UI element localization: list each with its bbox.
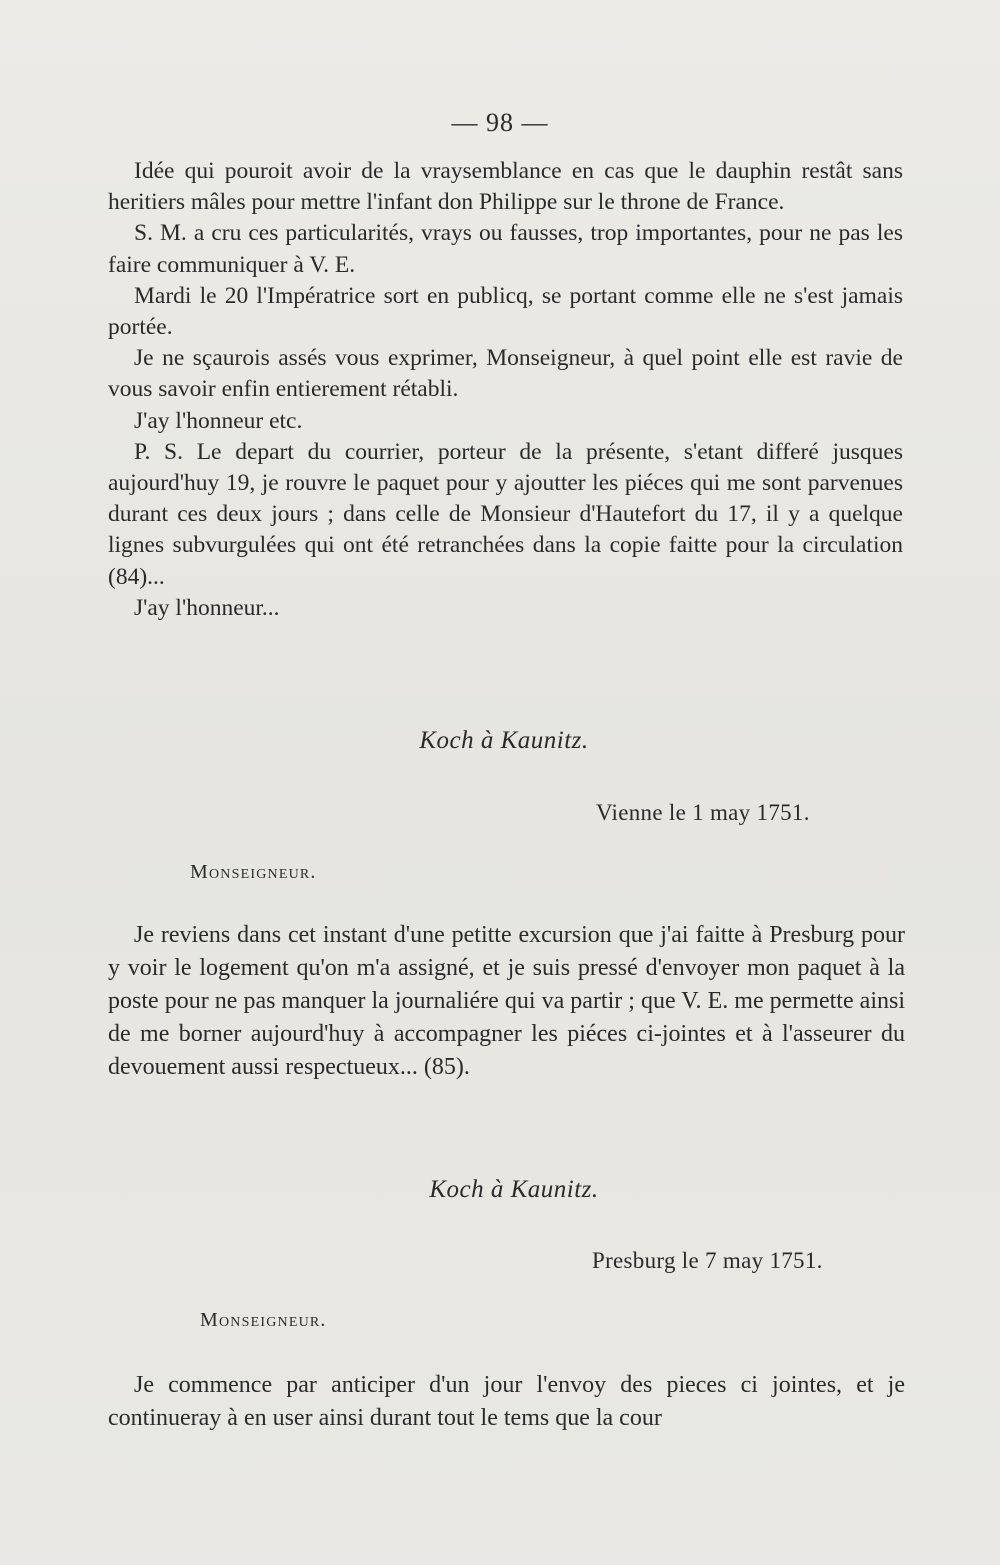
salutation: Monseigneur. bbox=[200, 1309, 327, 1331]
paragraph: Idée qui pouroit avoir de la vraysemblance en cas que le dauphin restât sans heritiers mâles pour mettre l'infant don Philippe sur le throne de France. bbox=[108, 158, 903, 216]
letter-heading: Koch à Kaunitz. bbox=[429, 1176, 599, 1203]
paragraph: Mardi le 20 l'Impératrice sort en publicq, se portant comme elle ne s'est jamais portée. bbox=[108, 282, 903, 341]
paragraph: Je reviens dans cet instant d'une petitte excursion que j'ai faitte à Presburg pour y voir le logement qu'on m'a assigné, et je suis pressé d'envoyer mon paquet à la poste pour ne pas manquer la journaliére qui va partir ; que V. E. me permette ainsi de me borner aujourd'huy à accompagner les piéces ci-jointes et à l'asseurer du devouement aussi respectueux... (85). bbox=[108, 922, 905, 1080]
letter-body bbox=[108, 1369, 905, 1435]
paragraph: J'ay l'honneur... bbox=[134, 594, 280, 621]
paragraph: S. M. a cru ces particularités, vrays ou fausses, trop importantes, pour ne pas les faire communiquer à V. E. bbox=[108, 220, 903, 278]
paragraph: Je commence par anticiper d'un jour l'envoy des pieces ci jointes, et je continueray à en user ainsi durant tout le tems que la cour bbox=[108, 1372, 905, 1431]
postscript: P. S. Le depart du courrier, porteur de la présente, s'etant differé jusques aujourd'huy 19, je rouvre le paquet pour y ajoutter les piéces qui me sont parvenues durant ces deux jours ; dans celle de Monsieur d'Hautefort du 17, il y a quelque lignes subvurgulées qui ont été retranchées dans la copie faitte pour la circulation (84)... bbox=[108, 438, 903, 590]
page-number: — 98 — bbox=[451, 108, 549, 137]
letter-heading: Koch à Kaunitz. bbox=[419, 727, 589, 754]
letter-continuation bbox=[108, 156, 903, 624]
letter-body bbox=[108, 919, 905, 1084]
paragraph: J'ay l'honneur etc. bbox=[134, 407, 303, 434]
paragraph: Je ne sçaurois assés vous exprimer, Monseigneur, à quel point elle est ravie de vous savoir enfin entierement rétabli. bbox=[108, 345, 903, 403]
salutation: Monseigneur. bbox=[190, 861, 317, 883]
dateline: Presburg le 7 may 1751. bbox=[592, 1248, 823, 1273]
dateline: Vienne le 1 may 1751. bbox=[596, 800, 810, 825]
